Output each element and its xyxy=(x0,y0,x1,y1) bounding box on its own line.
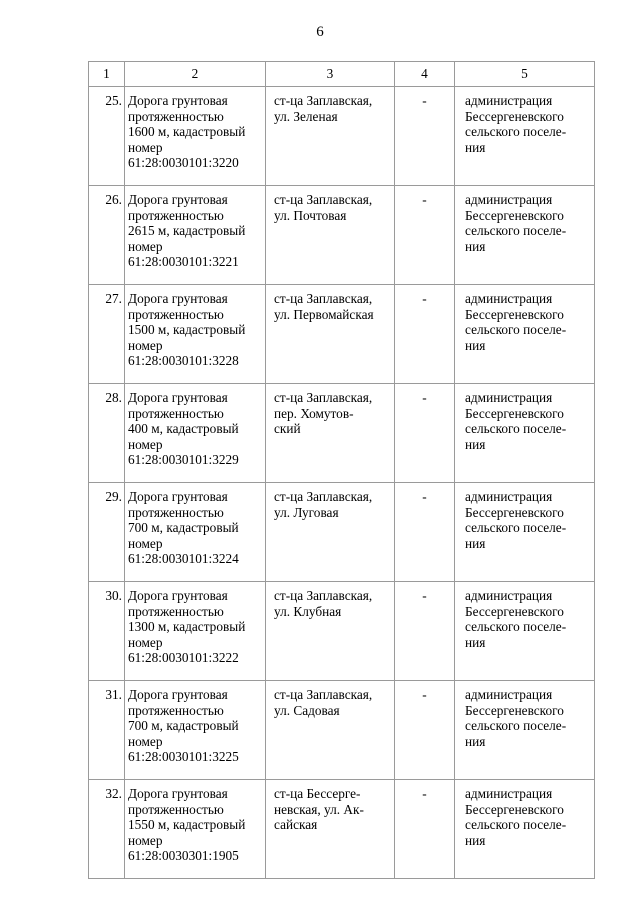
row-number-cell: 28. xyxy=(89,384,125,483)
address-line: сайская xyxy=(274,817,318,832)
column-4-cell: - xyxy=(395,582,455,681)
description-line: номер xyxy=(128,337,163,353)
owner-line: Бессергеневского xyxy=(465,504,564,520)
owner-line: Бессергеневского xyxy=(465,801,564,817)
description-line: 700 м, кадастровый xyxy=(128,520,239,535)
owner-line: администрация xyxy=(465,489,553,504)
description-line: Дорога грунтовая xyxy=(128,192,228,207)
description-line: протяженностью xyxy=(128,702,224,718)
column-4-cell: - xyxy=(395,384,455,483)
address-cell xyxy=(266,285,395,384)
column-4-cell: - xyxy=(395,780,455,879)
description-line: протяженностью xyxy=(128,504,224,520)
table-row xyxy=(89,87,595,186)
description-line: номер xyxy=(128,436,163,452)
column-header-1: 1 xyxy=(89,62,125,87)
description-line: 1600 м, кадастровый xyxy=(128,124,246,139)
description-cell xyxy=(125,285,266,384)
description-line: 1300 м, кадастровый xyxy=(128,619,246,634)
description-line: номер xyxy=(128,832,163,848)
column-header-3: 3 xyxy=(266,62,395,87)
description-line: Дорога грунтовая xyxy=(128,786,228,801)
description-line: 61:28:0030101:3225 xyxy=(128,749,239,764)
address-line: ст-ца Заплавская, xyxy=(274,687,373,702)
column-4-cell: - xyxy=(395,483,455,582)
owner-cell xyxy=(455,681,595,780)
description-line: протяженностью xyxy=(128,108,224,124)
address-line: ст-ца Бессерге- xyxy=(274,786,361,801)
table-row xyxy=(89,285,595,384)
address-line: ст-ца Заплавская, xyxy=(274,291,373,306)
address-cell xyxy=(266,186,395,285)
description-line: 61:28:0030301:1905 xyxy=(128,848,239,863)
column-4-cell: - xyxy=(395,681,455,780)
owner-line: Бессергеневского xyxy=(465,405,564,421)
owner-line: Бессергеневского xyxy=(465,306,564,322)
description-line: Дорога грунтовая xyxy=(128,489,228,504)
address-line: ул. Луговая xyxy=(274,504,339,520)
description-line: 700 м, кадастровый xyxy=(128,718,239,733)
address-line: ул. Зеленая xyxy=(274,108,338,124)
description-line: Дорога грунтовая xyxy=(128,291,228,306)
description-line: номер xyxy=(128,238,163,254)
address-line: ст-ца Заплавская, xyxy=(274,93,373,108)
description-line: протяженностью xyxy=(128,603,224,619)
description-line: 1500 м, кадастровый xyxy=(128,322,246,337)
description-line: 1550 м, кадастровый xyxy=(128,817,246,832)
owner-cell xyxy=(455,384,595,483)
description-line: протяженностью xyxy=(128,405,224,421)
owner-line: Бессергеневского xyxy=(465,108,564,124)
owner-line: ния xyxy=(465,139,486,155)
owner-line: администрация xyxy=(465,588,553,603)
description-line: 61:28:0030101:3222 xyxy=(128,650,239,665)
address-cell xyxy=(266,384,395,483)
column-header-4: 4 xyxy=(395,62,455,87)
row-number-cell: 25. xyxy=(89,87,125,186)
row-number-cell: 31. xyxy=(89,681,125,780)
address-line: невская, ул. Ак- xyxy=(274,801,364,817)
owner-line: ния xyxy=(465,634,486,650)
owner-line: ния xyxy=(465,832,486,848)
address-line: пер. Хомутов- xyxy=(274,405,354,421)
description-line: Дорога грунтовая xyxy=(128,93,228,108)
address-cell xyxy=(266,483,395,582)
owner-line: сельского поселе- xyxy=(465,223,567,238)
address-cell xyxy=(266,780,395,879)
description-line: Дорога грунтовая xyxy=(128,390,228,405)
table-row xyxy=(89,582,595,681)
table-row xyxy=(89,384,595,483)
address-line: ский xyxy=(274,421,301,436)
column-header-2: 2 xyxy=(125,62,266,87)
address-line: ст-ца Заплавская, xyxy=(274,390,373,405)
description-line: 61:28:0030101:3224 xyxy=(128,551,239,566)
address-line: ул. Садовая xyxy=(274,702,340,718)
owner-line: сельского поселе- xyxy=(465,520,567,535)
owner-line: ния xyxy=(465,535,486,551)
owner-line: ния xyxy=(465,238,486,254)
description-cell xyxy=(125,780,266,879)
description-line: протяженностью xyxy=(128,207,224,223)
owner-line: администрация xyxy=(465,786,553,801)
owner-line: сельского поселе- xyxy=(465,718,567,733)
owner-cell xyxy=(455,483,595,582)
address-line: ул. Почтовая xyxy=(274,207,347,223)
description-line: 400 м, кадастровый xyxy=(128,421,239,436)
description-line: номер xyxy=(128,535,163,551)
description-line: протяженностью xyxy=(128,306,224,322)
address-cell xyxy=(266,87,395,186)
description-cell xyxy=(125,483,266,582)
description-cell xyxy=(125,186,266,285)
owner-line: сельского поселе- xyxy=(465,619,567,634)
description-line: номер xyxy=(128,733,163,749)
owner-line: сельского поселе- xyxy=(465,817,567,832)
description-line: Дорога грунтовая xyxy=(128,687,228,702)
address-line: ул. Первомайская xyxy=(274,306,374,322)
column-4-cell: - xyxy=(395,285,455,384)
table-body xyxy=(89,62,595,879)
row-number-cell: 32. xyxy=(89,780,125,879)
description-line: 2615 м, кадастровый xyxy=(128,223,246,238)
owner-line: администрация xyxy=(465,192,553,207)
owner-line: администрация xyxy=(465,687,553,702)
description-line: протяженностью xyxy=(128,801,224,817)
table-row xyxy=(89,483,595,582)
table-row xyxy=(89,780,595,879)
column-4-cell: - xyxy=(395,87,455,186)
description-cell xyxy=(125,384,266,483)
description-line: номер xyxy=(128,634,163,650)
column-header-5: 5 xyxy=(455,62,595,87)
address-line: ст-ца Заплавская, xyxy=(274,192,373,207)
description-cell xyxy=(125,87,266,186)
owner-line: ния xyxy=(465,436,486,452)
description-line: 61:28:0030101:3220 xyxy=(128,155,239,170)
owner-cell xyxy=(455,186,595,285)
description-line: Дорога грунтовая xyxy=(128,588,228,603)
owner-cell xyxy=(455,87,595,186)
description-cell xyxy=(125,681,266,780)
table-header-row xyxy=(89,62,595,87)
table-row xyxy=(89,186,595,285)
owner-line: администрация xyxy=(465,93,553,108)
owner-line: Бессергеневского xyxy=(465,702,564,718)
table-row xyxy=(89,681,595,780)
owner-cell xyxy=(455,582,595,681)
description-line: 61:28:0030101:3221 xyxy=(128,254,239,269)
address-line: ул. Клубная xyxy=(274,603,342,619)
owner-line: сельского поселе- xyxy=(465,421,567,436)
row-number-cell: 27. xyxy=(89,285,125,384)
owner-line: администрация xyxy=(465,390,553,405)
property-table xyxy=(88,61,595,879)
owner-line: администрация xyxy=(465,291,553,306)
row-number-cell: 26. xyxy=(89,186,125,285)
owner-line: сельского поселе- xyxy=(465,124,567,139)
column-4-cell: - xyxy=(395,186,455,285)
description-line: 61:28:0030101:3229 xyxy=(128,452,239,467)
row-number-cell: 30. xyxy=(89,582,125,681)
owner-line: Бессергеневского xyxy=(465,207,564,223)
owner-line: ния xyxy=(465,337,486,353)
address-cell xyxy=(266,582,395,681)
address-cell xyxy=(266,681,395,780)
description-line: номер xyxy=(128,139,163,155)
owner-cell xyxy=(455,780,595,879)
owner-line: ния xyxy=(465,733,486,749)
description-cell xyxy=(125,582,266,681)
page-number: 6 xyxy=(316,24,324,40)
description-line: 61:28:0030101:3228 xyxy=(128,353,239,368)
owner-cell xyxy=(455,285,595,384)
row-number-cell: 29. xyxy=(89,483,125,582)
address-line: ст-ца Заплавская, xyxy=(274,588,373,603)
owner-line: сельского поселе- xyxy=(465,322,567,337)
owner-line: Бессергеневского xyxy=(465,603,564,619)
address-line: ст-ца Заплавская, xyxy=(274,489,373,504)
